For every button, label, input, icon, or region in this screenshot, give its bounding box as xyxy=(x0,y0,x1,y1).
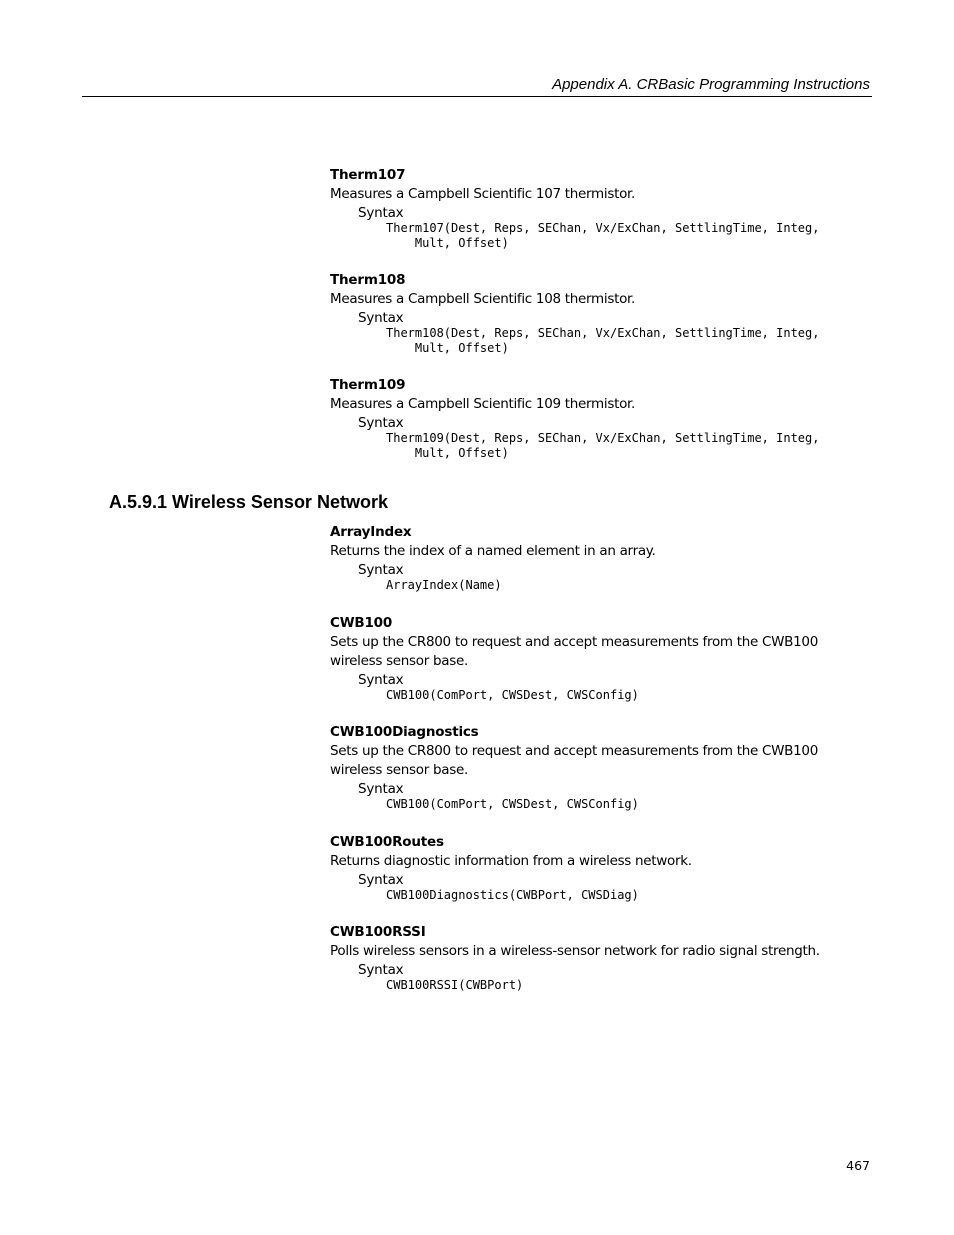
syntax-code: ArrayIndex(Name) xyxy=(386,578,502,592)
instruction-description: Returns the index of a named element in an array. xyxy=(330,543,656,559)
instruction-name: CWB100Routes xyxy=(330,834,444,850)
syntax-label: Syntax xyxy=(358,205,404,221)
syntax-label: Syntax xyxy=(358,310,404,326)
instruction-name: Therm109 xyxy=(330,377,406,393)
syntax-code: Therm109(Dest, Reps, SEChan, Vx/ExChan, SettlingTime, Integ, Mult, Offset) xyxy=(386,431,820,460)
syntax-code: Therm108(Dest, Reps, SEChan, Vx/ExChan, SettlingTime, Integ, Mult, Offset) xyxy=(386,326,820,355)
instruction-entry-therm107 xyxy=(330,166,850,250)
syntax-label: Syntax xyxy=(358,562,404,578)
section-heading: A.5.9.1 Wireless Sensor Network xyxy=(109,492,388,512)
instruction-name: ArrayIndex xyxy=(330,524,412,540)
instruction-entry-arrayindex xyxy=(330,523,850,593)
instruction-description: Polls wireless sensors in a wireless-sensor network for radio signal strength. xyxy=(330,943,820,959)
instruction-entry-therm109 xyxy=(330,376,850,460)
page-number: 467 xyxy=(846,1158,870,1173)
instruction-name: CWB100Diagnostics xyxy=(330,724,479,740)
instruction-name: Therm108 xyxy=(330,272,406,288)
syntax-label: Syntax xyxy=(358,415,404,431)
syntax-code: CWB100(ComPort, CWSDest, CWSConfig) xyxy=(386,797,639,811)
instruction-description: Sets up the CR800 to request and accept measurements from the CWB100 wireless sensor base. xyxy=(330,634,819,669)
instruction-name: CWB100 xyxy=(330,615,393,631)
instruction-entry-therm108 xyxy=(330,271,850,355)
syntax-code: CWB100RSSI(CWBPort) xyxy=(386,978,524,992)
instruction-description: Sets up the CR800 to request and accept measurements from the CWB100 wireless sensor base. xyxy=(330,743,819,778)
instruction-name: CWB100RSSI xyxy=(330,924,426,940)
syntax-code: CWB100Diagnostics(CWBPort, CWSDiag) xyxy=(386,888,639,902)
instruction-entry-cwb100rssi xyxy=(330,923,870,993)
syntax-label: Syntax xyxy=(358,672,404,688)
instruction-entry-cwb100routes xyxy=(330,833,850,903)
syntax-code: CWB100(ComPort, CWSDest, CWSConfig) xyxy=(386,688,639,702)
syntax-label: Syntax xyxy=(358,781,404,797)
instruction-name: Therm107 xyxy=(330,167,406,183)
instruction-description: Measures a Campbell Scientific 107 thermistor. xyxy=(330,186,636,202)
syntax-label: Syntax xyxy=(358,962,404,978)
syntax-label: Syntax xyxy=(358,872,404,888)
instruction-entry-cwb100 xyxy=(330,614,850,703)
instruction-entry-cwb100diagnostics xyxy=(330,723,850,812)
header-rule xyxy=(82,96,872,97)
page-header-title: Appendix A. CRBasic Programming Instructions xyxy=(552,76,870,93)
instruction-description: Returns diagnostic information from a wireless network. xyxy=(330,853,692,869)
instruction-description: Measures a Campbell Scientific 109 thermistor. xyxy=(330,396,636,412)
syntax-code: Therm107(Dest, Reps, SEChan, Vx/ExChan, SettlingTime, Integ, Mult, Offset) xyxy=(386,221,820,250)
instruction-description: Measures a Campbell Scientific 108 thermistor. xyxy=(330,291,636,307)
